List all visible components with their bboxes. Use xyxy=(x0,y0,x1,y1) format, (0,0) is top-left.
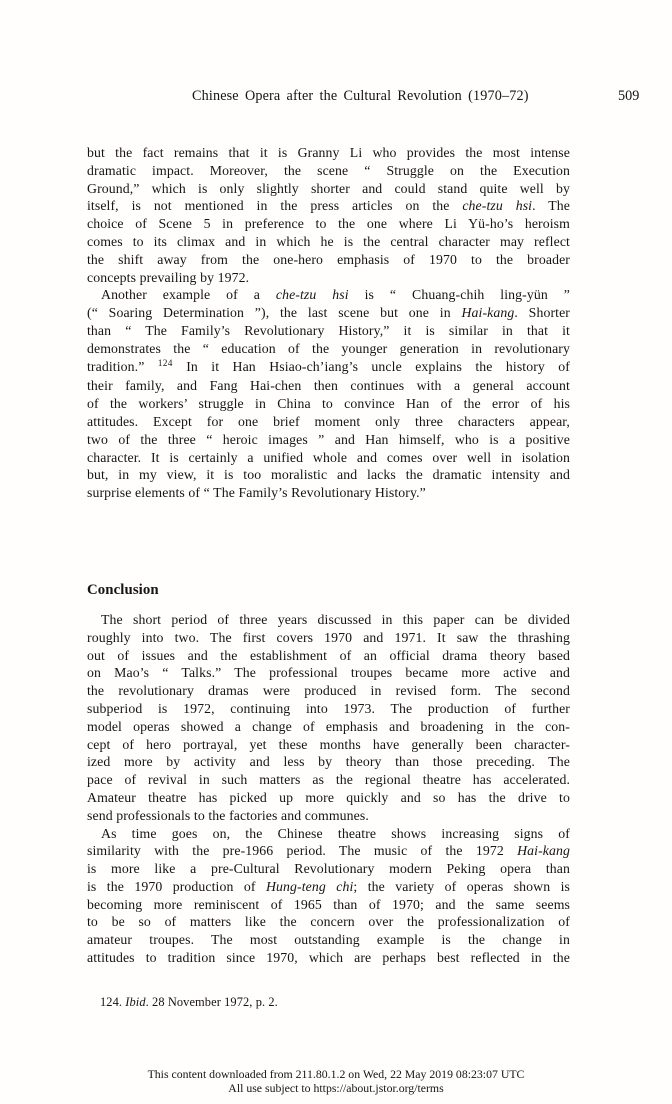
text-line xyxy=(87,431,570,449)
text-line xyxy=(87,144,570,162)
text-segment: send professionals to the factories and communes. xyxy=(87,807,369,823)
text-segment: Amateur theatre has picked up more quickly and so has the drive to xyxy=(87,789,570,805)
text-line xyxy=(87,949,570,967)
paragraph xyxy=(87,286,570,502)
text-segment: choice of Scene 5 in preference to the one where Li Yü-ho’s heroism xyxy=(87,216,570,232)
text-line xyxy=(87,484,570,502)
text-line xyxy=(87,825,570,843)
text-segment: subperiod is 1972, continuing into 1973. The production of further xyxy=(87,700,570,716)
text-segment: The short period of three years discussed in this paper can be divided xyxy=(101,611,570,627)
text-line xyxy=(87,304,570,322)
text-segment: on Mao’s “ Talks.” The professional troupes became more active and xyxy=(87,665,570,681)
text-segment: tradition.” xyxy=(87,358,158,374)
text-segment: the revolutionary dramas were produced in revised form. The second xyxy=(87,683,570,699)
paragraph xyxy=(87,825,570,967)
text-segment: but, in my view, it is too moralistic and lacks the dramatic intensity and xyxy=(87,467,570,483)
text-segment: 124. xyxy=(100,995,126,1009)
text-line xyxy=(87,197,570,215)
text-segment: Another example of a xyxy=(101,287,276,303)
text-segment: but the fact remains that it is Granny Li who provides the most intense xyxy=(87,145,570,160)
article-body xyxy=(87,144,570,967)
text-segment: cept of hero portrayal, yet these months have generally been character- xyxy=(87,736,570,752)
text-line xyxy=(87,466,570,484)
conclusion-paragraphs xyxy=(87,611,570,967)
text-line xyxy=(87,753,570,771)
jstor-footer-line2: All use subject to https://about.jstor.org/terms xyxy=(228,1080,444,1095)
text-line xyxy=(87,180,570,198)
text-segment: character. It is certainly a unified whole and comes over well in isolation xyxy=(87,449,570,465)
text-line xyxy=(87,807,570,825)
jstor-footer-line1: This content downloaded from 211.80.1.2 on Wed, 22 May 2019 08:23:07 UTC xyxy=(147,1067,525,1081)
text-segment: . Shorter xyxy=(514,305,570,321)
text-line xyxy=(87,664,570,682)
top-paragraphs xyxy=(87,144,570,502)
text-segment: . 28 November 1972, p. 2. xyxy=(145,995,278,1009)
text-segment: che-tzu hsi xyxy=(462,198,533,214)
text-segment: itself, is not mentioned in the press articles on the xyxy=(87,198,463,214)
jstor-footer xyxy=(0,1068,672,1096)
text-segment: (“ Soaring Determination ”), the last scene but one in xyxy=(87,305,462,321)
text-segment: che-tzu hsi xyxy=(275,287,349,303)
text-line xyxy=(87,340,570,358)
text-line xyxy=(87,233,570,251)
text-segment: is the 1970 production of xyxy=(87,878,266,894)
text-segment: ; the variety of operas shown is xyxy=(353,878,571,894)
text-segment: becoming more reminiscent of 1965 than of 1970; and the same seems xyxy=(87,896,570,912)
text-segment: Ibid xyxy=(125,995,146,1009)
text-segment: similarity with the pre-1966 period. The music of the 1972 xyxy=(87,843,518,859)
text-line xyxy=(87,771,570,789)
text-line xyxy=(87,913,570,931)
footnote xyxy=(100,995,278,1010)
text-line xyxy=(87,718,570,736)
page-number: 509 xyxy=(618,88,640,104)
text-line xyxy=(87,251,570,269)
text-segment: dramatic impact. Moreover, the scene “ Struggle on the Execution xyxy=(87,162,570,178)
text-line xyxy=(87,611,570,629)
text-segment: model operas showed a change of emphasis and broadening in the con- xyxy=(87,718,570,734)
text-segment: attitudes. Except for one brief moment only three characters appear, xyxy=(87,413,570,429)
text-segment: two of the three “ heroic images ” and Han himself, who is a positive xyxy=(87,431,570,447)
text-line xyxy=(87,682,570,700)
text-line xyxy=(87,449,570,467)
text-segment: than “ The Family’s Revolutionary History,” it is similar in that it xyxy=(87,322,570,338)
text-line xyxy=(87,395,570,413)
text-segment: Hai-kang xyxy=(517,843,570,859)
text-line xyxy=(87,162,570,180)
text-line xyxy=(87,789,570,807)
text-segment: As time goes on, the Chinese theatre shows increasing signs of xyxy=(101,825,570,841)
text-segment: surprise elements of “ The Family’s Revolutionary History.” xyxy=(87,485,426,501)
text-segment: comes to its climax and in which he is the central character may reflect xyxy=(87,233,570,249)
text-line xyxy=(87,286,570,304)
footnote-reference: 124 xyxy=(157,358,173,369)
text-segment: of the workers’ struggle in China to convince Han of the error of his xyxy=(87,396,570,412)
text-segment: In it Han Hsiao-ch’iang’s uncle explains the history of xyxy=(172,358,570,374)
text-line xyxy=(87,736,570,754)
text-segment: Ground,” which is only slightly shorter and could stand quite well by xyxy=(87,180,570,196)
text-line xyxy=(87,269,570,287)
text-line xyxy=(87,629,570,647)
text-line xyxy=(87,842,570,860)
text-segment: Hai-kang xyxy=(461,305,515,321)
text-line xyxy=(87,700,570,718)
text-line xyxy=(87,860,570,878)
text-segment: ized more by activity and less by theory than those preceding. The xyxy=(87,754,570,770)
text-line xyxy=(87,647,570,665)
text-segment: is more like a pre-Cultural Revolutionary modern Peking opera than xyxy=(87,861,570,877)
text-segment: pace of revival in such matters as the regional theatre has accelerated. xyxy=(87,772,570,788)
text-segment: concepts prevailing by 1972. xyxy=(87,269,250,285)
text-line xyxy=(87,413,570,431)
text-segment: roughly into two. The first covers 1970 and 1971. It saw the thrashing xyxy=(87,629,570,645)
paragraph xyxy=(87,144,570,286)
text-segment: their family, and Fang Hai-chen then continues with a general account xyxy=(87,378,570,394)
text-line xyxy=(87,358,570,378)
paragraph xyxy=(87,611,570,825)
running-head-title: Chinese Opera after the Cultural Revolution (1970–72) xyxy=(192,88,529,104)
text-line xyxy=(87,931,570,949)
text-segment: . The xyxy=(532,198,570,214)
section-heading-conclusion: Conclusion xyxy=(87,581,159,598)
text-segment: the shift away from the one-hero emphasis of 1970 to the broader xyxy=(87,251,570,267)
text-line xyxy=(87,878,570,896)
text-segment: demonstrates the “ education of the younger generation in revolutionary xyxy=(87,340,570,356)
text-line xyxy=(87,322,570,340)
text-segment: out of issues and the establishment of an official drama theory based xyxy=(87,647,570,663)
text-segment: is “ Chuang-chih ling-yün ” xyxy=(348,287,570,303)
text-segment: to be so of matters like the concern over the professionalization of xyxy=(87,914,570,930)
text-line xyxy=(87,377,570,395)
text-line xyxy=(87,896,570,914)
text-line xyxy=(87,215,570,233)
text-segment: attitudes to tradition since 1970, which are perhaps best reflected in the xyxy=(87,950,570,966)
text-segment: Hung-teng chi xyxy=(265,878,354,894)
text-segment: amateur troupes. The most outstanding example is the change in xyxy=(87,932,570,948)
